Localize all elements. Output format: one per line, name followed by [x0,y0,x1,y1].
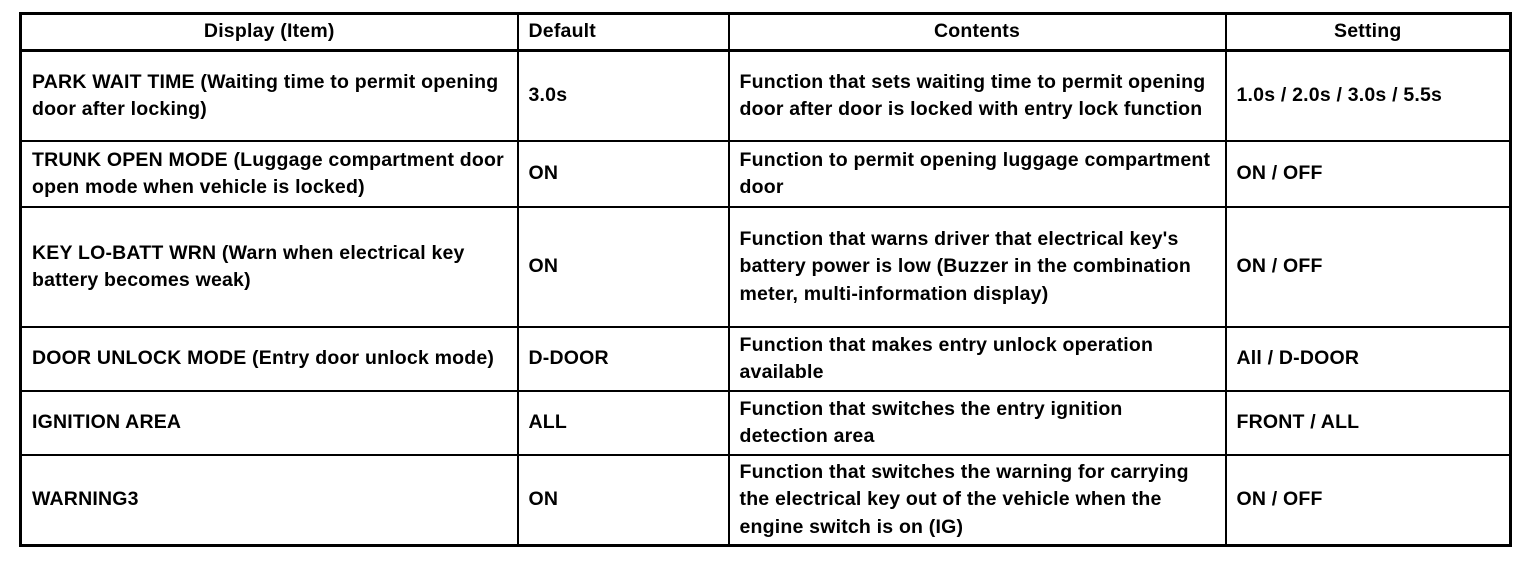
header-setting: Setting [1226,14,1511,51]
cell-contents: Function to permit opening luggage compartment door [729,141,1226,207]
header-display: Display (Item) [21,14,518,51]
cell-setting: ON / OFF [1226,141,1511,207]
cell-setting: ON / OFF [1226,207,1511,327]
cell-display: IGNITION AREA [21,391,518,455]
table-row [21,51,1511,142]
cell-setting: 1.0s / 2.0s / 3.0s / 5.5s [1226,51,1511,142]
cell-display: TRUNK OPEN MODE (Luggage compartment door open mode when vehicle is locked) [21,141,518,207]
cell-default: ON [518,141,729,207]
table-row [21,391,1511,455]
cell-default: ON [518,207,729,327]
cell-display: PARK WAIT TIME (Waiting time to permit opening door after locking) [21,51,518,142]
cell-contents: Function that warns driver that electrical key's battery power is low (Buzzer in the combination meter, multi-information display) [729,207,1226,327]
cell-default: ALL [518,391,729,455]
cell-default: D-DOOR [518,327,729,391]
cell-display: WARNING3 [21,455,518,546]
cell-contents: Function that makes entry unlock operation available [729,327,1226,391]
table-row [21,455,1511,546]
cell-setting: FRONT / ALL [1226,391,1511,455]
header-contents: Contents [729,14,1226,51]
header-default: Default [518,14,729,51]
cell-default: 3.0s [518,51,729,142]
cell-contents: Function that switches the warning for carrying the electrical key out of the vehicle when the engine switch is on (IG) [729,455,1226,546]
table-header-row [21,14,1511,51]
customize-settings-table [19,12,1512,547]
cell-display: DOOR UNLOCK MODE (Entry door unlock mode) [21,327,518,391]
cell-display: KEY LO-BATT WRN (Warn when electrical key battery becomes weak) [21,207,518,327]
table-row [21,141,1511,207]
cell-default: ON [518,455,729,546]
cell-setting: ON / OFF [1226,455,1511,546]
cell-setting: All / D-DOOR [1226,327,1511,391]
cell-contents: Function that switches the entry ignition detection area [729,391,1226,455]
cell-contents: Function that sets waiting time to permit opening door after door is locked with entry lock function [729,51,1226,142]
table-row [21,327,1511,391]
table-row [21,207,1511,327]
